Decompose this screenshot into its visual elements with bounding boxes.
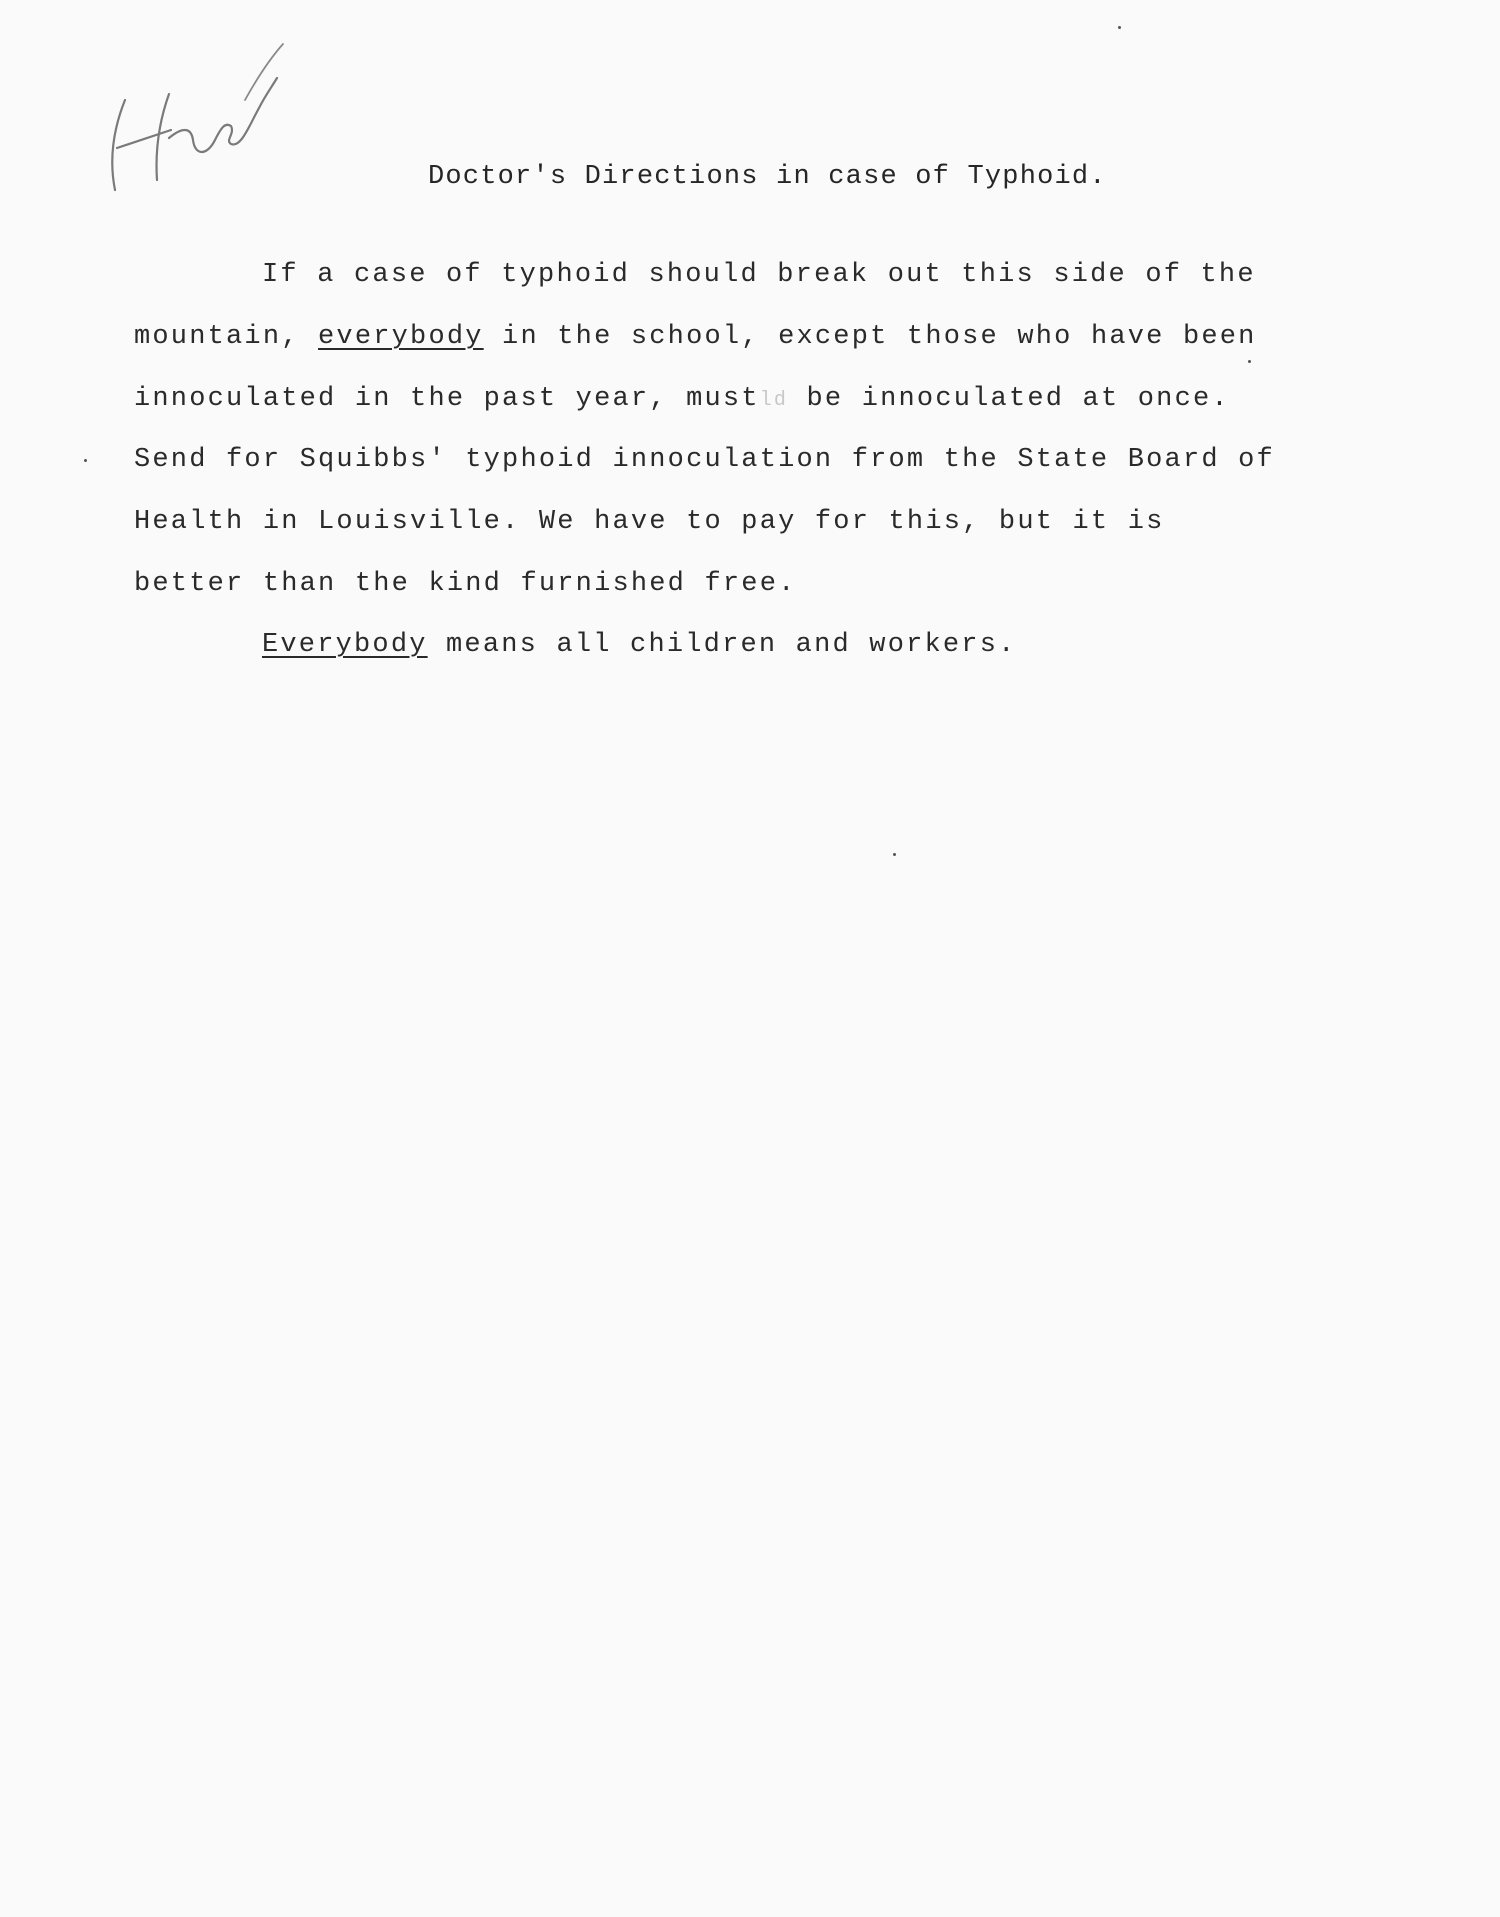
underlined-everybody-2: Everybody <box>262 630 428 660</box>
paragraph-1-line-2 <box>134 322 1257 352</box>
paragraph-1-line-3 <box>134 384 1230 414</box>
handwritten-annotation <box>95 30 285 210</box>
line-2-end: in the school, except those who have been <box>483 322 1257 352</box>
paper-speck <box>893 853 896 856</box>
paper-speck <box>1248 360 1251 363</box>
underlined-everybody: everybody <box>318 322 484 352</box>
paragraph-1-line-4: Send for Squibbs' typhoid innoculation from the State Board of <box>134 445 1275 475</box>
paper-speck <box>1118 26 1121 29</box>
document-title: Doctor's Directions in case of Typhoid. <box>428 162 1107 192</box>
faded-struck-letters: ld <box>759 389 789 412</box>
paragraph-1-line-6: better than the kind furnished free. <box>134 569 797 599</box>
line-3-end: be innoculated at once. <box>788 384 1230 414</box>
paragraph-1-line-1: If a case of typhoid should break out this side of the <box>262 260 1256 290</box>
paragraph-2 <box>262 630 1017 660</box>
paper-speck <box>84 459 87 462</box>
paragraph-2-text: means all children and workers. <box>427 630 1017 660</box>
paragraph-1-line-5: Health in Louisville. We have to pay for this, but it is <box>134 507 1165 537</box>
line-3-start: innoculated in the past year, must <box>134 384 760 414</box>
line-2-start: mountain, <box>134 322 319 352</box>
